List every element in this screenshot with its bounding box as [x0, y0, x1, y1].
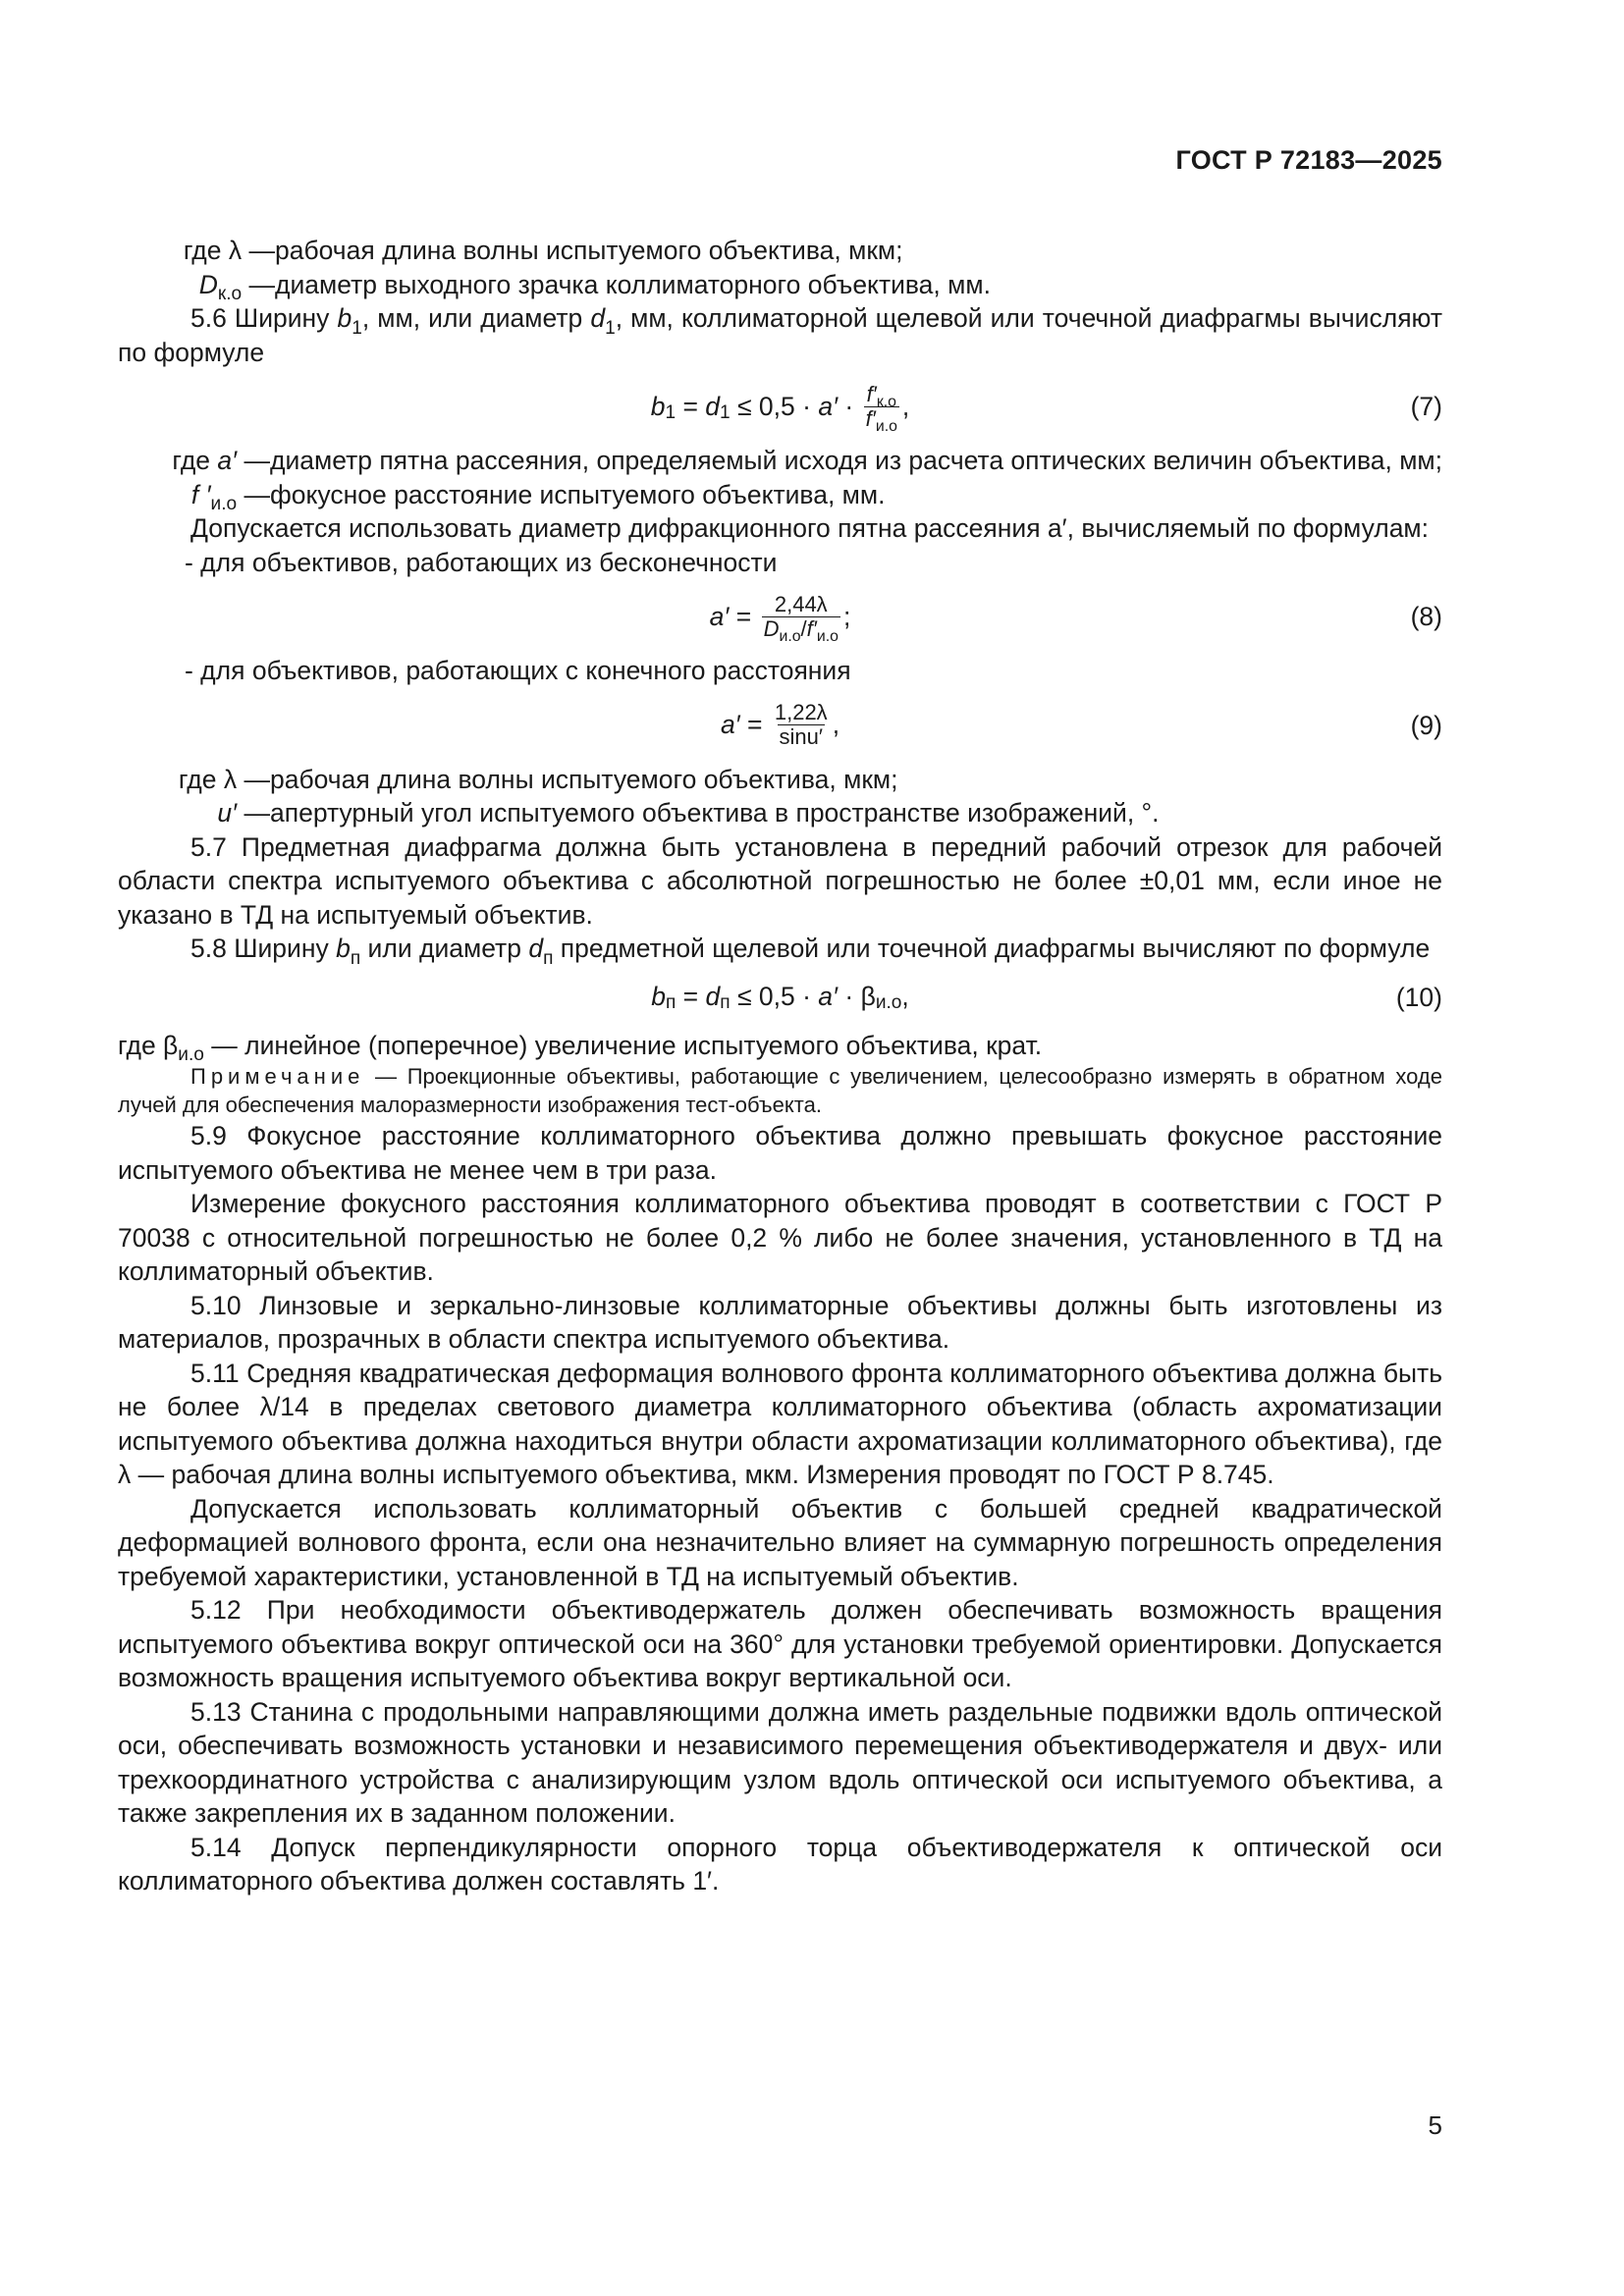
definition-d-ko: $D_{к.о}$ — диаметр выходного зрачка коллиматорного объектива, мм. — [198, 269, 991, 305]
paragraph-5-13: 5.13 Станина с продольными направляющими должна иметь раздельные подвижки вдоль оптической оси, обеспечивать возможность установки и независимого перемещения объективодержателя и двух- или трехкоординатного устройства с анализирующим узлом вдоль оптической оси испытуемого объектива, а также закрепления их в заданном положении. — [118, 1696, 1442, 1828]
formula-number: (7) — [1410, 391, 1442, 421]
paragraph-5-14: 5.14 Допуск перпендикулярности опорного торца объективодержателя к оптической оси коллиматорного объектива должен составлять 1′. — [118, 1832, 1442, 1896]
definition-lambda: где λ — рабочая длина волны испытуемого объектива, мкм; — [183, 236, 903, 265]
formula-9-fraction: $\frac{1,22\lambda}{\sin u'}$ — [774, 700, 828, 749]
paragraph-5-7: 5.7 Предметная диафрагма должна быть установлена в передний рабочий отрезок для рабочей области спектра испытуемого объектива с абсолютной погрешностью не более ±0,01 мм, если иное не указано в ТД на испытуемый объектив. — [118, 831, 1442, 930]
paragraph-5-12: 5.12 При необходимости объективодержатель должен обеспечивать возможность вращения испытуемого объектива вокруг оптической оси на 360° для установки требуемой ориентировки. Допускается возможность вращения испытуемого объектива вокруг вертикальной оси. — [118, 1595, 1442, 1692]
paragraph-focal-measure: Измерение фокусного расстояния коллиматорного объектива проводят в соответствии с ГОСТ Р 70038 с относительной погрешностью не более 0,2 % либо не более значения, установленного в ТД на коллиматорный объектив. — [118, 1189, 1442, 1286]
list-item-finite: - для объективов, работающих с конечного расстояния — [185, 656, 851, 685]
paragraph-5-9: 5.9 Фокусное расстояние коллиматорного объектива должно превышать фокусное расстояние испытуемого объектива не менее чем в три раза. — [118, 1121, 1442, 1185]
note-label: Примечание — [190, 1064, 365, 1089]
paragraph-5-8: 5.8 Ширину $b_п$ или диаметр $d_п$ предметной щелевой или точечной диафрагмы вычисляют по формуле — [190, 934, 1431, 969]
formula-9: a′ = $\frac{1,22\lambda}{\sin u'}$ , (9) — [720, 700, 1442, 749]
formula-8-fraction: $\frac{2,44\lambda}{D_{и.о}/f'_{и.о}}$ — [763, 591, 839, 646]
page-number: 5 — [1428, 2110, 1442, 2140]
paragraph-5-11: 5.11 Средняя квадратическая деформация волнового фронта коллиматорного объектива должна быть не более λ/14 в пределах светового диаметра коллиматорного объектива (область ахроматизации испытуемого объектива должна находиться внутри области ахроматизации коллиматорного объектива), где λ — рабочая длина волны испытуемого объектива, мкм. Измерения проводят по ГОСТ Р 8.745. — [118, 1358, 1442, 1489]
paragraph-5-6: 5.6 Ширину $b_1$, мм, или диаметр $d_1$, мм, коллиматорной щелевой или точечной диафрагмы вычисляют по формуле — [118, 303, 1442, 367]
formula-7-fraction: $\frac{f'_{к.о}}{f'_{и.о}}$ — [865, 381, 897, 436]
formula-number: (9) — [1410, 710, 1442, 740]
note: Примечание — Проекционные объективы, работающие с увеличением, целесообразно измерять в обратном ходе лучей для обеспечения малоразмерности изображения тест-объекта. — [118, 1064, 1442, 1117]
formula-8: a′ = $\frac{2,44\lambda}{D_{и.о}/f'_{и.о}}$ ; (8) — [709, 591, 1442, 646]
definition-u-prime: u′ — апертурный угол испытуемого объектива в пространстве изображений, °. — [217, 798, 1160, 828]
paragraph-allow: Допускается использовать диаметр дифракционного пятна рассеяния a′, вычисляемый по формулам: — [190, 513, 1430, 543]
formula-10: b $_п$ = d $_п$ ≤ 0,5 · a′ · β $_{и.о}$ , (10) — [651, 982, 1442, 1014]
definition-f-io: f $'_{и.о}$ — фокусное расстояние испытуемого объектива, мм. — [190, 479, 886, 515]
definition-beta: где $\beta_{и.о}$ — линейное (поперечное) увеличение испытуемого объектива, крат. — [118, 1030, 1043, 1066]
definition-a-prime: где a′ — диаметр пятна рассеяния, определяемый исходя из расчета оптических величин объектива, мм; — [172, 446, 1442, 475]
list-item-infinity: - для объективов, работающих из бесконечности — [185, 547, 778, 577]
paragraph-allow-deformation: Допускается использовать коллиматорный объектив с большей средней квадратической деформацией волнового фронта, если она незначительно влияет на суммарную погрешность определения требуемой характеристики, установленной в ТД на испытуемый объектив. — [118, 1493, 1442, 1591]
formula-7: b $_1$ = d $_1$ ≤ 0,5 · a′ · $\frac{f'_{к.о}}{f'_{и.о}}$ , (7) — [650, 381, 1442, 436]
definition-lambda-2: где λ — рабочая длина волны испытуемого объектива, мкм; — [178, 764, 898, 794]
formula-number: (10) — [1395, 982, 1442, 1012]
document-body — [118, 234, 1442, 1898]
paragraph-5-10: 5.10 Линзовые и зеркально-линзовые коллиматорные объективы должны быть изготовлены из материалов, прозрачных в области спектра испытуемого объектива. — [118, 1290, 1442, 1354]
document-header: ГОСТ Р 72183—2025 — [1175, 145, 1442, 175]
formula-number: (8) — [1410, 601, 1442, 631]
